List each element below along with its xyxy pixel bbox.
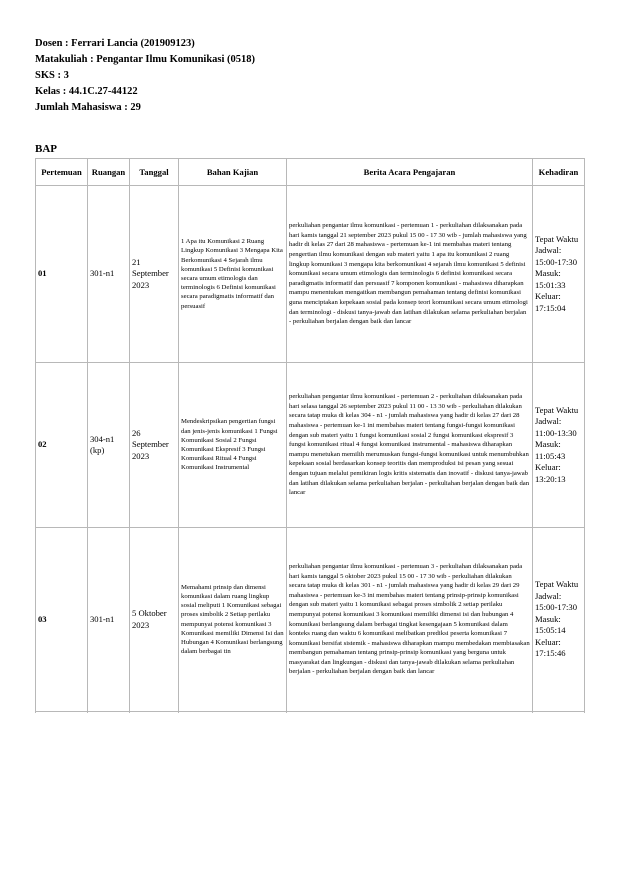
table-header-row bbox=[36, 159, 585, 186]
material-cell: Mendeskripsikan pengertian fungsi dan jenis-jenis komunikasi 1 Fungsi Komunikasi Sosial 2 Fungsi Komunikasi Ekspresif 3 Fungsi Komunikasi Ritual 4 Fungsi Komunikasi Instrumental bbox=[179, 363, 287, 528]
date-cell: 21 September 2023 bbox=[130, 186, 179, 363]
empty-cell bbox=[88, 712, 130, 714]
course-line: Matakuliah : Pengantar Ilmu Komunikasi (0518) bbox=[35, 54, 256, 65]
column-header-ruangan: Ruangan bbox=[88, 159, 130, 186]
meeting-number: 03 bbox=[36, 528, 88, 712]
empty-cell bbox=[179, 712, 287, 714]
date-cell: 26 September 2023 bbox=[130, 363, 179, 528]
table-row bbox=[36, 528, 585, 712]
table-row bbox=[36, 363, 585, 528]
material-cell: Memahami prinsip dan dimensi komunikasi dalam ruang lingkup sosial meliputi 1 Komunikasi sebagai proses simbolik 2 Setiap perilaku mempunyai potensi komunikasi 3 Komunikasi memiliki Dimensi Isi dan Hubungan 4 Komunikasi berlangsung dalam berbagai tin bbox=[179, 528, 287, 712]
meeting-number: 02 bbox=[36, 363, 88, 528]
column-header-tanggal: Tanggal bbox=[130, 159, 179, 186]
column-header-kehadiran: Kehadiran bbox=[533, 159, 585, 186]
student-count-line: Jumlah Mahasiswa : 29 bbox=[35, 102, 141, 113]
credits-line: SKS : 3 bbox=[35, 70, 69, 81]
empty-cell bbox=[130, 712, 179, 714]
empty-cell bbox=[287, 712, 533, 714]
teaching-report-cell: perkuliahan pengantar ilmu komunikasi - pertemuan 3 - perkuliahan dilaksanakan pada hari kamis tanggal 5 oktober 2023 pukul 15 00 - 17 30 wib - perkuliahan dilakukan secara tatap muka di kelas 301 - n1 - jumlah mahasiswa yang hadir di kelas 29 dari 29 mahasiswa - pertemuan ke-3 ini membahas materi tentang prinsip-prinsip komunikasi dengan sub materi yaitu 1 komunikasi sebagai proses simbolik 2 setiap perilaku mempunyai potensi komunikasi 3 komunikasi memiliki dimensi isi dan hubungan 4 komunikasi berlangsung dalam berbagai tingkat kesengajaan 5 komunikasi dalam konteks ruang dan waktu 6 komunikasi melibatkan prediksi peserta komunikasi 7 komunikasi bersifat sistemik - mahasiswa diharapkan mampu membedakan membiasakan membangun pemahaman tentang prinsip-prinsip komunikasi yang berguna untuk masyarakat dan lingkungan - diskusi dan tanya-jawab dilakukan selama perkuliahan berjalan - perkuliahan berjalan dengan baik dan lancar bbox=[287, 528, 533, 712]
lecturer-line: Dosen : Ferrari Lancia (201909123) bbox=[35, 38, 195, 49]
date-cell: 5 Oktober 2023 bbox=[130, 528, 179, 712]
attendance-cell: Tepat Waktu Jadwal: 11:00-13:30 Masuk: 11:05:43 Keluar: 13:20:13 bbox=[533, 363, 585, 528]
course-header bbox=[35, 36, 255, 116]
material-cell: 1 Apa itu Komunikasi 2 Ruang Lingkup Komunikasi 3 Mengapa Kita Berkomunikasi 4 Sejarah ilmu komunikasi 5 Definisi komunikasi secara umum etimologis dan terminologis 6 Definisi komunikasi secara paradigmatis informatif dan persuasif bbox=[179, 186, 287, 363]
section-title: BAP bbox=[35, 143, 57, 155]
table-row bbox=[36, 186, 585, 363]
room-cell: 301-n1 bbox=[88, 186, 130, 363]
room-cell: 301-n1 bbox=[88, 528, 130, 712]
attendance-cell: Tepat Waktu Jadwal: 15:00-17:30 Masuk: 15:01:33 Keluar: 17:15:04 bbox=[533, 186, 585, 363]
teaching-report-cell: perkuliahan pengantar ilmu komunikasi - pertemuan 2 - perkuliahan dilaksanakan pada hari selasa tanggal 26 september 2023 pukul 11 00 - 13 30 wib - perkuliahan dilakukan secara tatap muka di kelas 304 - n1 - jumlah mahasiswa yang hadir di kelas 27 dari 28 mahasiswa - pertemuan ke-1 ini membahas materi tentang fungsi-fungsi komunikasi dengan sub materi yaitu 1 fungsi komunikasi sosial 2 fungsi komunikasi ekspresif 3 fungsi komunikasi ritual 4 fungsi komunikasi instrumental - mahasiswa diharapkan mampu menetukan memilih merumuskan fungsi-fungsi komunikasi untuk menumbuhkan kepekaan sosial berdasarkan konsep teoritis dan memproduksi isi pesan yang sesuai dengan tujuan melalui pemikiran logis kritis sistematis dan inovatif - diskusi tanya-jawab dan latihan dilakukan selama perkuliahan berjalan - perkuliahan berjalan dengan baik dan lancar bbox=[287, 363, 533, 528]
class-line: Kelas : 44.1C.27-44122 bbox=[35, 86, 138, 97]
room-cell: 304-n1 (kp) bbox=[88, 363, 130, 528]
column-header-pertemuan: Pertemuan bbox=[36, 159, 88, 186]
bap-table bbox=[35, 158, 585, 713]
column-header-bahan-kajian: Bahan Kajian bbox=[179, 159, 287, 186]
empty-cell bbox=[36, 712, 88, 714]
meeting-number: 01 bbox=[36, 186, 88, 363]
attendance-cell: Tepat Waktu Jadwal: 15:00-17:30 Masuk: 15:05:14 Keluar: 17:15:46 bbox=[533, 528, 585, 712]
teaching-report-cell: perkuliahan pengantar ilmu komunikasi - pertemuan 1 - perkuliahan dilaksanakan pada hari kamis tanggal 21 september 2023 pukul 15 00 - 17 30 wib - jumlah mahasiswa yang hadir di kelas 27 dari 28 mahasiswa - pertemuan ke-1 ini membahas materi tentang pengertian ilmu komunikasi dengan sub materi yaitu 1 apa itu komunikasi 2 ruang lingkup komunikasi 3 mengapa kita berkomunikasi 4 sejarah ilmu komunikasi 5 definisi komunikasi secara umum etimologis dan terminologis 6 definisi komunikasi secara paradigmatis informatif dan persuasif 7 komponen komunikasi - mahasiswa diharapkan mampu menentukan mengaitkan membangun pemahaman tentang definisi komunikasi guna menciptakan kepekaan sosial pada konsep teori komunikasi secara umum etimologi dan terminologi - diskusi tanya-jawab dan latihan dilakukan selama perkuliahan berjalan - perkuliahan berjalan dengan baik dan lancar bbox=[287, 186, 533, 363]
table-row-continuation bbox=[36, 712, 585, 714]
empty-cell bbox=[533, 712, 585, 714]
column-header-berita-acara: Berita Acara Pengajaran bbox=[287, 159, 533, 186]
